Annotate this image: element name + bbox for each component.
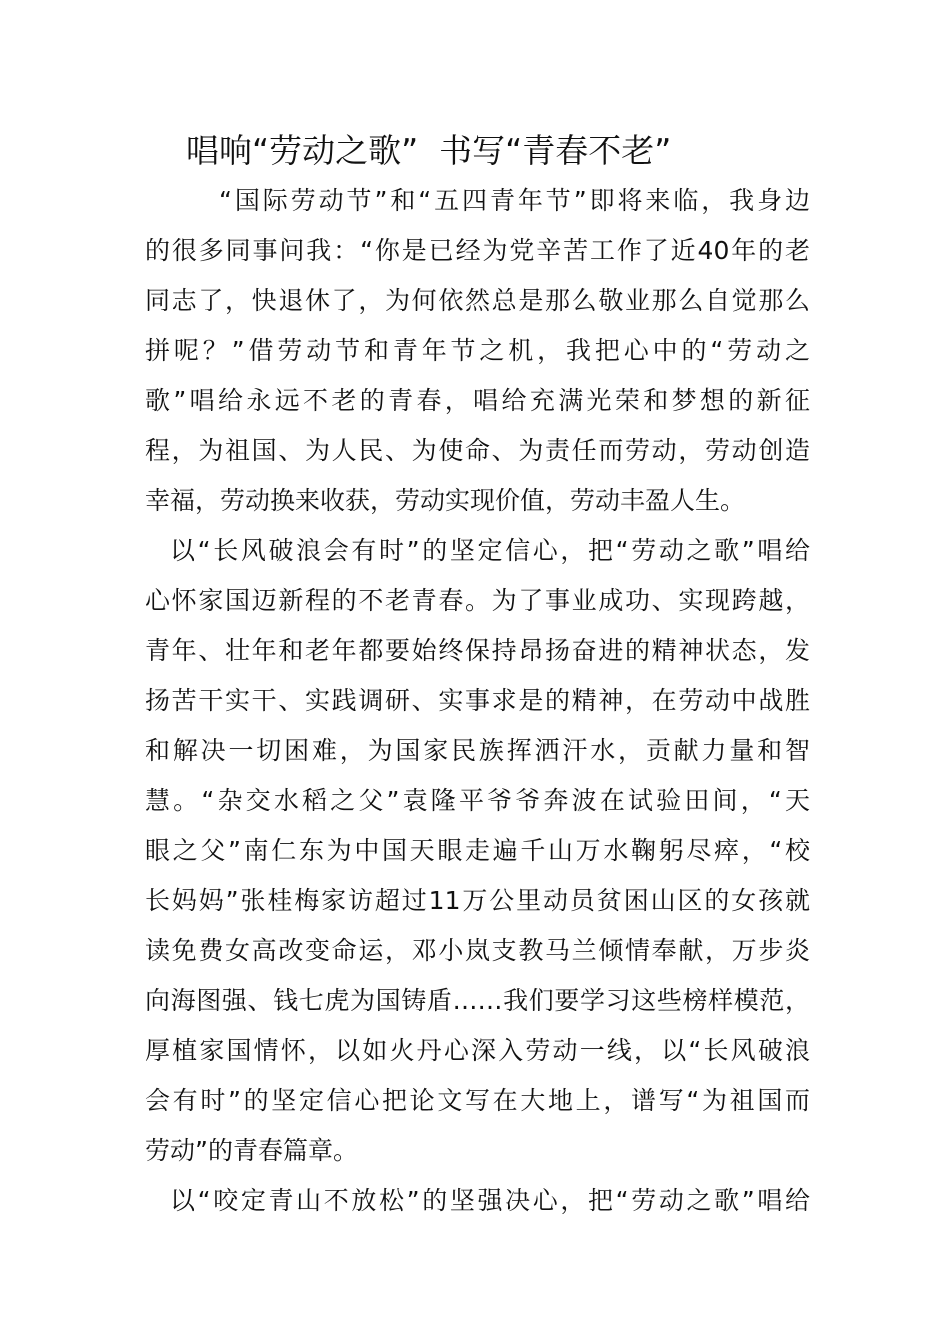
paragraph-1-line-4: 拼呢？”借劳动节和青年节之机，我把心中的“劳动之	[145, 336, 810, 365]
paragraph-3-line-1: 以“咬定青山不放松”的坚强决心，把“劳动之歌”唱给	[170, 1186, 810, 1215]
paragraph-1-line-1: “国际劳动节”和“五四青年节”即将来临，我身边	[219, 186, 810, 215]
document-title: 唱响“劳动之歌” 书写“青春不老”	[186, 131, 672, 170]
paragraph-2-line-4: 扬苦干实干、实践调研、实事求是的精神，在劳动中战胜	[145, 686, 810, 715]
paragraph-1-line-6: 程，为祖国、为人民、为使命、为责任而劳动，劳动创造	[145, 436, 810, 465]
paragraph-2-line-9: 读免费女高改变命运，邓小岚支教马兰倾情奉献，万步炎	[145, 936, 810, 965]
paragraph-1-line-3: 同志了，快退休了，为何依然总是那么敬业那么自觉那么	[145, 286, 810, 315]
paragraph-1-line-2: 的很多同事问我：“你是已经为党辛苦工作了近40年的老	[145, 236, 810, 265]
paragraph-2-line-10: 向海图强、钱七虎为国铸盾……我们要学习这些榜样模范，	[145, 986, 810, 1015]
paragraph-2-line-11: 厚植家国情怀，以如火丹心深入劳动一线，以“长风破浪	[145, 1036, 810, 1065]
paragraph-2-line-1: 以“长风破浪会有时”的坚定信心，把“劳动之歌”唱给	[170, 536, 810, 565]
paragraph-2-line-13: 劳动”的青春篇章。	[145, 1136, 358, 1165]
paragraph-2-line-2: 心怀家国迈新程的不老青春。为了事业成功、实现跨越，	[145, 586, 810, 615]
paragraph-2-line-5: 和解决一切困难，为国家民族挥洒汗水，贡献力量和智	[145, 736, 810, 765]
paragraph-2-line-7: 眼之父”南仁东为中国天眼走遍千山万水鞠躬尽瘁，“校	[145, 836, 810, 865]
paragraph-2-line-6: 慧。“杂交水稻之父”袁隆平爷爷奔波在试验田间，“天	[145, 786, 810, 815]
paragraph-2-line-3: 青年、壮年和老年都要始终保持昂扬奋进的精神状态，发	[145, 636, 810, 665]
paragraph-2-line-12: 会有时”的坚定信心把论文写在大地上，谱写“为祖国而	[145, 1086, 810, 1115]
paragraph-1-line-7: 幸福，劳动换来收获，劳动实现价值，劳动丰盈人生。	[145, 486, 746, 515]
paragraph-2-line-8: 长妈妈”张桂梅家访超过11万公里动员贫困山区的女孩就	[145, 886, 810, 915]
paragraph-1-line-5: 歌”唱给永远不老的青春，唱给充满光荣和梦想的新征	[145, 386, 810, 415]
